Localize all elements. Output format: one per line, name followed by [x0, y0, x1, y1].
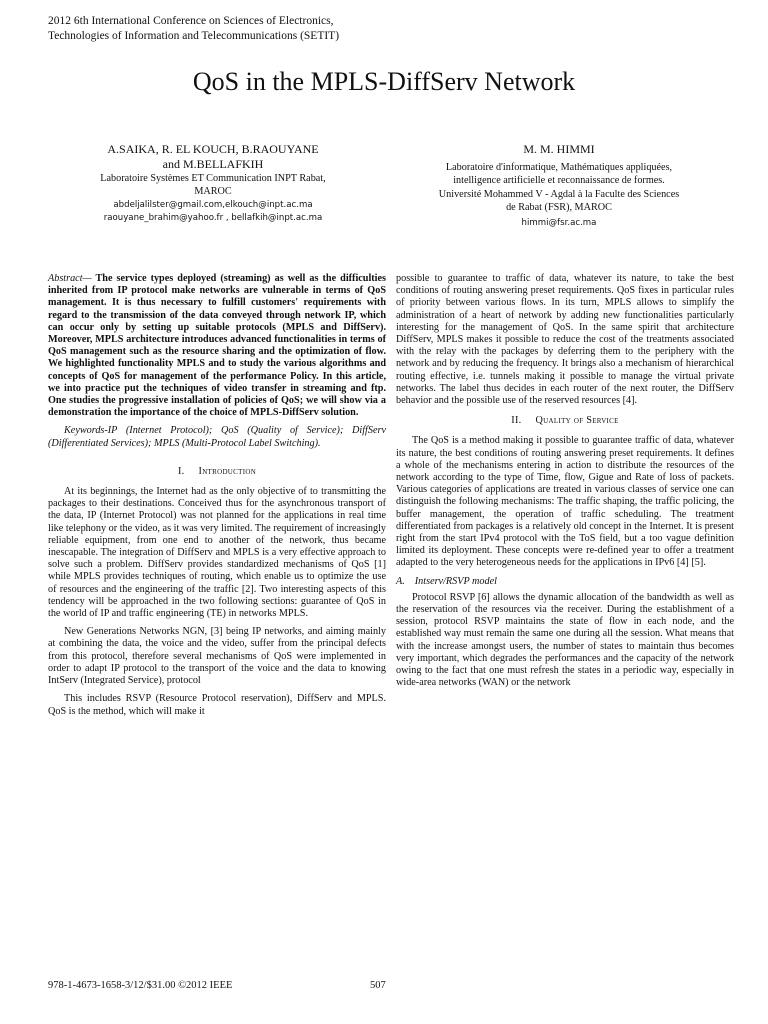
paper-title: QoS in the MPLS-DiffServ Network	[192, 67, 576, 96]
conference-line-2: Technologies of Information and Telecommunications (SETIT)	[48, 30, 340, 42]
left-column	[48, 273, 386, 724]
affiliation-right-line-1: Laboratoire d'informatique, Mathématiques appliquées,	[445, 162, 673, 173]
abstract-label: Abstract—	[48, 273, 92, 284]
affiliation-right-line-3: Université Mohammed V - Agdal à la Faculte des Sciences	[438, 188, 680, 200]
email-line-2: raouyane_brahim@yahoo.fr , bellafkih@inpt.ac.ma	[103, 212, 323, 223]
intro-paragraph-3: This includes RSVP (Resource Protocol reservation), DiffServ and MPLS. QoS is the method, which will make it	[48, 693, 386, 717]
authors-left	[48, 142, 378, 225]
affiliation-line-2: MAROC	[194, 186, 232, 198]
section-number: I.	[177, 465, 185, 477]
affiliation-line-1: Laboratoire Systèmes ET Communication INPT Rabat,	[100, 173, 326, 184]
email-right: himmi@fsr.ac.ma	[521, 217, 597, 228]
right-column	[396, 273, 734, 696]
keywords: Keywords-IP (Internet Protocol); QoS (Quality of Service); DiffServ (Differentiated Services); MPLS (Multi-Protocol Label Switching).	[48, 425, 386, 449]
subsection-letter: A.	[396, 575, 405, 587]
subsection-heading-intserv	[396, 576, 734, 588]
conference-line-1: 2012 6th International Conference on Sciences of Electronics,	[48, 15, 334, 27]
authors-right	[398, 142, 720, 230]
section-number: II.	[511, 415, 522, 427]
affiliation-right-line-4: de Rabat (FSR), MAROC	[506, 202, 612, 214]
email-line-1: abdeljalilster@gmail.com,elkouch@inpt.ac.ma	[113, 199, 313, 210]
intserv-paragraph-1: Protocol RSVP [6] allows the dynamic allocation of the bandwidth as well as the reservation of the resources via the receiver. During the establishment of a session, protocol RSVP maintains the state of flow in each node, and the established way must remain the same one during all the session. What means that with the increase amongst users, the number of states to maintain thus becomes very important, which degrades the performances and the capacity of the network owing to the fact that one must refresh the states in a periodic way, especially in wide-area networks (WAN) or the network	[396, 591, 734, 689]
footer-isbn: 978-1-4673-1658-3/12/$31.00 ©2012 IEEE	[48, 980, 233, 991]
author-name-right: M. M. HIMMI	[523, 142, 595, 156]
abstract-text: The service types deployed (streaming) as well as the difficulties inherited from IP protocol make networks are vulnerable in terms of QoS management. It is thus necessary to fulfill customers' requirements with regard to the transmission of the data conveyed through network IP, which can occur only by setting up suitable protocols (MPLS and DiffServ). Moreover, MPLS architecture introduces advanced functionalities in terms of QoS management such as the resource sharing and the optimization of flow. We highlighted functionality MPLS and to study the various algorithms and concepts of QoS for management of the performance Policy. In this article, we into practice put the techniques of video transfer in streaming and ftp. One studies the progressive installation of policies of QoS; we will show via a demonstration the importance of the choice of MPLS-DiffServ solution.	[48, 273, 386, 419]
qos-paragraph-1: The QoS is a method making it possible to guarantee traffic of data, whatever its nature, the best conditions of routing answering preset requirements. It defines a whole of the mechanisms entering in action to distribute the resources of the network according to the type of Time, flow, Gigue and Rate of loss of packets. Various categories of applications are treated in various classes of service one can distinguish the following mechanisms: The traffic shaping, the traffic policing, the buffer management, the operation of traffic scheduling. The treatment differentiated from packages is a relatively old concept in the Internet. It is present right from the start IPv4 protocol with the ToS field, but a too vague definition limited its deployment. These concepts were re-defined year to offer a treatment adapted to the very heterogeneous needs for the applications in IPv6 [4] [5].	[396, 435, 734, 569]
subsection-title: Intserv/RSVP model	[414, 575, 497, 587]
section-title: Introduction	[198, 465, 257, 477]
author-names-line-2: and M.BELLAFKIH	[162, 157, 264, 171]
section-heading-introduction	[48, 466, 386, 478]
intro-continued-paragraph: possible to guarantee to traffic of data, whatever its nature, to take the best conditions of routing answering preset requirements. QoS fixes in particular rules of priority between various flows. In its turn, MPLS allows to simplify the administration of a heart of network by adding new functionalities particularly interesting for the management of QoS. In the same spirit that architecture DiffServ, MPLS makes it possible to reduce the cost of the treatments associated with the relay with the packages by deferring them to the periphery with the network and by reducing the frequency. It brings also a mechanism of hierarchical routing effective, i.e. tunnels making it possible to manage the virtual private networks. The label thus decides in each router of the next router, the DiffServ behavior and the possible use of the reserved resources [4].	[396, 273, 734, 407]
affiliation-right-line-2: intelligence artificielle et reconnaissance de formes.	[453, 175, 665, 187]
section-heading-quality-of-service	[396, 415, 734, 427]
page-number: 507	[370, 980, 386, 991]
section-title: Quality of Service	[535, 415, 619, 427]
author-names-line-1: A.SAIKA, R. EL KOUCH, B.RAOUYANE	[107, 142, 319, 156]
conference-header	[48, 14, 408, 44]
intro-paragraph-1: At its beginnings, the Internet had as the only objective of to transmitting the packages to their destinations. Conceived thus for the asynchronous transport of the data, IP (Internet Protocol) was not planned for the applications in real time like telephony or the video, as it was very limited. The requirement of increasingly reliable equipment, from one end to another of the network, thus became inescapable. The integration of DiffServ and MPLS is a very effective approach to solve such a problem. DiffServ provides standardized mechanisms of QoS [1] while MPLS provides techniques of routing, which enable us to optimize the use of resources and the engineering of the traffic [2]. Two interesting aspects of this tendency will be approached in the two following sections: guarantee of QoS in the world of IP and traffic engineering (TE) in networks MPLS.	[48, 486, 386, 620]
abstract	[48, 273, 386, 419]
intro-paragraph-2: New Generations Networks NGN, [3] being IP networks, and aiming mainly at combining the data, the voice and the video, suffer from the principal defects from this protocol, therefore several mechanisms of QoS were implemented in order to adapt IP protocol to the transport of the voice and the data to knowing IntServ (Integrated Service), protocol	[48, 626, 386, 687]
